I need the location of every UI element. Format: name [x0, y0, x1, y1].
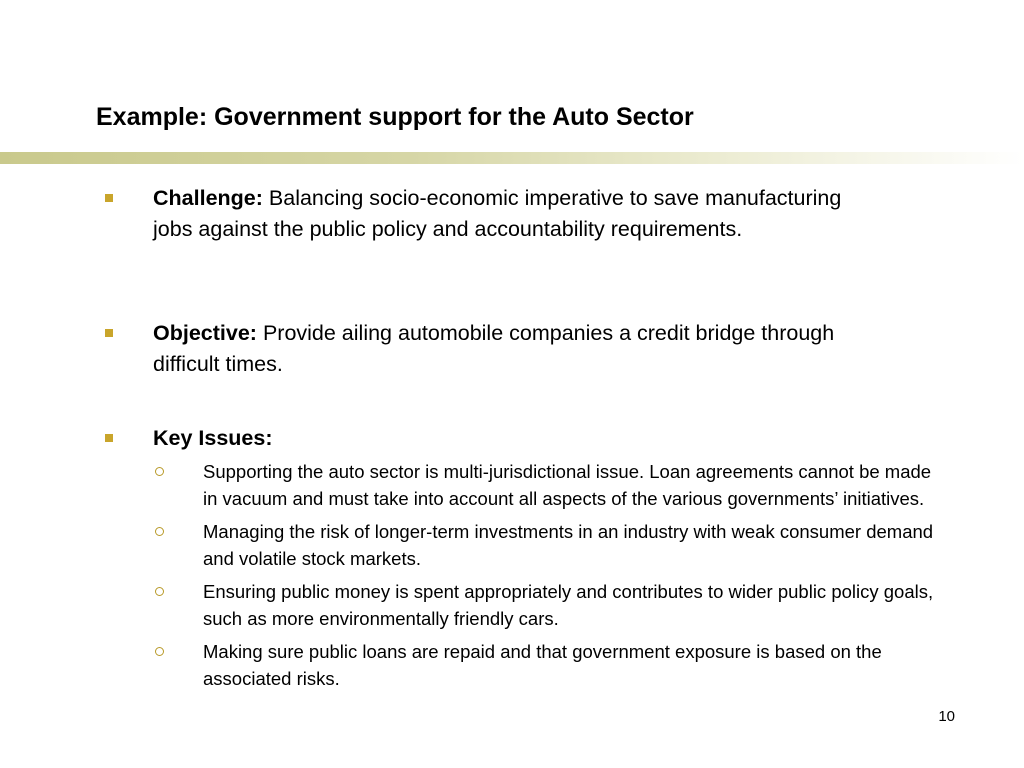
list-item [153, 578, 943, 632]
bullet-challenge [105, 183, 885, 244]
bullet-key-issues [105, 423, 885, 454]
list-item-text: Supporting the auto sector is multi-jurisdictional issue. Loan agreements cannot be made in vacuum and must take into account all aspects of the various governments’ initiatives. [203, 461, 932, 509]
bullet-item [105, 423, 885, 454]
bullet-item [105, 318, 885, 379]
bullet-text: Balancing socio-economic imperative to save manufacturing jobs against the public policy and accountability requirements. [153, 186, 842, 241]
list-item [153, 458, 943, 512]
square-bullet-icon [105, 194, 113, 202]
bullet-item [105, 183, 885, 244]
bullet-lead: Key Issues: [153, 426, 273, 450]
list-item [153, 518, 943, 572]
square-bullet-icon [105, 434, 113, 442]
bullet-lead: Objective: [153, 321, 257, 345]
bullet-lead: Challenge: [153, 186, 263, 210]
list-item [153, 638, 943, 692]
circle-bullet-icon [155, 527, 164, 536]
slide-title: Example: Government support for the Auto Sector [96, 103, 694, 131]
key-issues-list [153, 458, 943, 698]
list-item-text: Ensuring public money is spent appropriately and contributes to wider public policy goals, such as more environmentally friendly cars. [203, 581, 934, 629]
list-item-text: Managing the risk of longer-term investments in an industry with weak consumer demand and volatile stock markets. [203, 521, 934, 569]
circle-bullet-icon [155, 467, 164, 476]
circle-bullet-icon [155, 647, 164, 656]
page-number: 10 [938, 708, 955, 725]
circle-bullet-icon [155, 587, 164, 596]
bullet-text: Provide ailing automobile companies a credit bridge through difficult times. [153, 321, 835, 376]
list-item-text: Making sure public loans are repaid and that government exposure is based on the associated risks. [203, 641, 882, 689]
square-bullet-icon [105, 329, 113, 337]
bullet-objective [105, 318, 885, 379]
title-divider [0, 152, 1024, 164]
